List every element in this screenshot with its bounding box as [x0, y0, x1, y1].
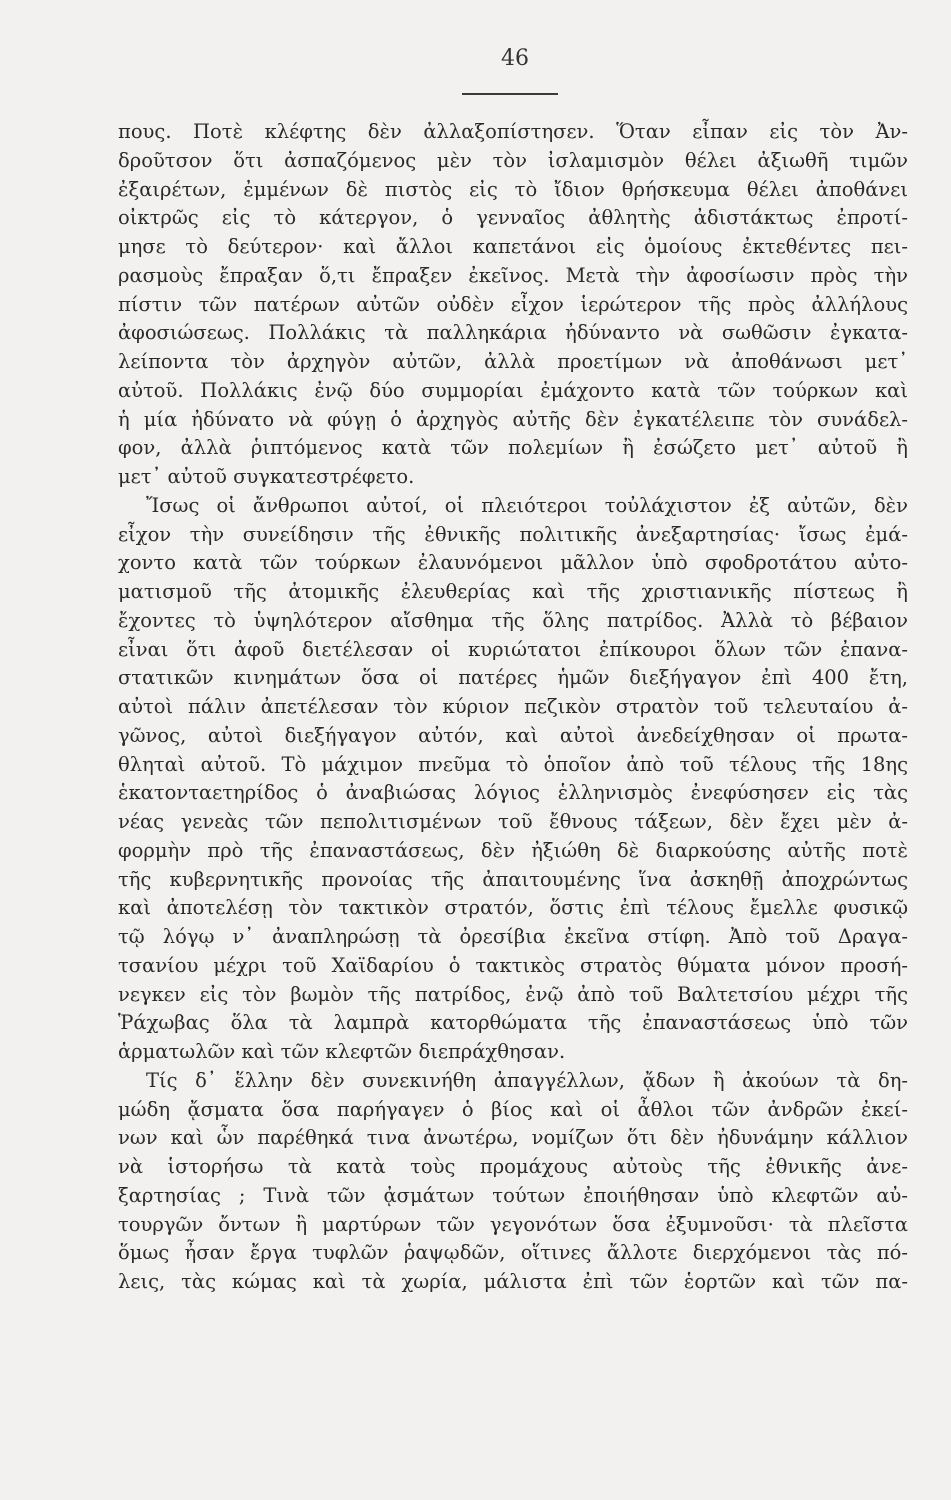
text-line: πίστιν τῶν πατέρων αὐτῶν οὐδὲν εἶχον ἱερώτερον τῆς πρὸς ἀλλήλους	[118, 292, 908, 316]
text-line: καὶ ἀποτελέσῃ τὸν τακτικὸν στρατόν, ὅστις ἐπὶ τέλους ἔμελλε φυσικῷ	[118, 896, 908, 920]
text-line: ξαρτησίας ; Τινὰ τῶν ᾀσμάτων τούτων ἐποιήθησαν ὑπὸ κλεφτῶν αὐ-	[118, 1183, 908, 1207]
text-line: τῷ λόγῳ ν᾽ ἀναπληρώσῃ τὰ ὀρεσίβια ἐκεῖνα στίφη. Ἀπὸ τοῦ Δραγα-	[118, 925, 908, 948]
text-line: νων καὶ ὧν παρέθηκά τινα ἀνωτέρω, νομίζων ὅτι δὲν ἠδυνάμην κάλλιον	[118, 1126, 908, 1150]
text-line: ἀφοσιώσεως. Πολλάκις τὰ παλληκάρια ἠδύναντο νὰ σωθῶσιν ἐγκατα-	[118, 321, 908, 345]
text-line: ὅμως ἦσαν ἔργα τυφλῶν ῥαψῳδῶν, οἵτινες ἄλλοτε διερχόμενοι τὰς πό-	[118, 1241, 908, 1265]
page-number: 46	[501, 46, 529, 71]
text-line: μησε τὸ δεύτερον· καὶ ἄλλοι καπετάνοι εἰς ὁμοίους ἐκτεθέντες πει-	[118, 235, 908, 258]
text-line: ἔχοντες τὸ ὑψηλότερον αἴσθημα τῆς ὅλης πατρίδος. Ἀλλὰ τὸ βέβαιον	[118, 608, 908, 632]
text-line: λεις, τὰς κώμας καὶ τὰ χωρία, μάλιστα ἐπὶ τῶν ἑορτῶν καὶ τῶν πα-	[118, 1270, 908, 1293]
text-line: μώδη ᾄσματα ὅσα παρήγαγεν ὁ βίος καὶ οἱ ἆθλοι τῶν ἀνδρῶν ἐκεί-	[118, 1097, 908, 1121]
text-line: αὐτοὶ πάλιν ἀπετέλεσαν τὸν κύριον πεζικὸν στρατὸν τοῦ τελευταίου ἀ-	[118, 695, 908, 718]
text-line: πους. Ποτὲ κλέφτης δὲν ἀλλαξοπίστησεν. Ὅταν εἶπαν εἰς τὸν Ἀν-	[118, 120, 908, 143]
text-line: αὐτοῦ. Πολλάκις ἐνῷ δύο συμμορίαι ἐμάχοντο κατὰ τῶν τούρκων καὶ	[118, 378, 908, 402]
text-line: εἶχον τὴν συνείδησιν τῆς ἐθνικῆς πολιτικῆς ἀνεξαρτησίας· ἴσως ἐμά-	[118, 522, 908, 546]
text-line: ἑκατονταετηρίδος ὁ ἀναβιώσας λόγιος ἑλληνισμὸς ἐνεφύσησεν εἰς τὰς	[118, 781, 908, 805]
text-line: τῆς κυβερνητικῆς προνοίας τῆς ἀπαιτουμένης ἵνα ἀσκηθῇ ἀποχρώντως	[118, 867, 908, 891]
text-line: τσανίου μέχρι τοῦ Χαϊδαρίου ὁ τακτικὸς στρατὸς θύματα μόνον προσή-	[118, 953, 908, 977]
text-line: λείποντα τὸν ἀρχηγὸν αὐτῶν, ἀλλὰ προετίμων νὰ ἀποθάνωσι μετ᾽	[118, 350, 908, 373]
text-line: γῶνος, αὐτοὶ διεξήγαγον αὐτόν, καὶ αὐτοὶ ἀνεδείχθησαν οἱ πρωτα-	[118, 723, 908, 747]
text-line: νὰ ἱστορήσω τὰ κατὰ τοὺς προμάχους αὐτοὺς τῆς ἐθνικῆς ἀνε-	[118, 1155, 908, 1178]
text-line: Ἴσως οἱ ἄνθρωποι αὐτοί, οἱ πλειότεροι τοὐλάχιστον ἐξ αὐτῶν, δὲν	[146, 493, 908, 517]
text-line: νεγκεν εἰς τὸν βωμὸν τῆς πατρίδος, ἐνῷ ἀπὸ τοῦ Βαλτετσίου μέχρι τῆς	[118, 982, 908, 1006]
text-line: εἶναι ὅτι ἀφοῦ διετέλεσαν οἱ κυριώτατοι ἐπίκουροι ὅλων τῶν ἐπανα-	[118, 637, 908, 661]
text-line: μετ᾽ αὐτοῦ συγκατεστρέφετο.	[118, 465, 415, 488]
text-line: θληταὶ αὐτοῦ. Τὸ μάχιμον πνεῦμα τὸ ὁποῖον ἀπὸ τοῦ τέλους τῆς 18ης	[118, 752, 908, 776]
header-rule	[462, 93, 558, 95]
text-line: φον, ἀλλὰ ῥιπτόμενος κατὰ τῶν πολεμίων ἢ ἐσώζετο μετ᾽ αὐτοῦ ἢ	[118, 436, 908, 460]
text-line: τουργῶν ὄντων ἢ μαρτύρων τῶν γεγονότων ὅσα ἐξυμνοῦσι· τὰ πλεῖστα	[118, 1212, 908, 1236]
text-line: ἡ μία ἠδύνατο νὰ φύγῃ ὁ ἀρχηγὸς αὐτῆς δὲν ἐγκατέλειπε τὸν συνάδελ-	[118, 407, 908, 431]
text-line: οἰκτρῶς εἰς τὸ κάτεργον, ὁ γενναῖος ἀθλητὴς ἀδιστάκτως ἐπροτί-	[118, 206, 908, 230]
text-line: Ῥάχωβας ὅλα τὰ λαμπρὰ κατορθώματα τῆς ἐπαναστάσεως ὑπὸ τῶν	[118, 1011, 908, 1035]
text-line: νέας γενεὰς τῶν πεπολιτισμένων τοῦ ἔθνους τάξεων, δὲν ἔχει μὲν ἀ-	[118, 810, 908, 833]
text-line: φορμὴν πρὸ τῆς ἐπαναστάσεως, δὲν ἠξιώθη δὲ διαρκούσης αὐτῆς ποτὲ	[118, 838, 908, 862]
text-line: ματισμοῦ τῆς ἀτομικῆς ἐλευθερίας καὶ τῆς χριστιανικῆς πίστεως ἢ	[118, 580, 908, 603]
text-line: ρασμοὺς ἔπραξαν ὅ,τι ἔπραξεν ἐκεῖνος. Μετὰ τὴν ἀφοσίωσιν πρὸς τὴν	[118, 263, 908, 287]
text-line: ἐξαιρέτων, ἐμμένων δὲ πιστὸς εἰς τὸ ἴδιον θρήσκευμα θέλει ἀποθάνει	[118, 177, 908, 201]
text-line: χοντο κατὰ τῶν τούρκων ἐλαυνόμενοι μᾶλλον ὑπὸ σφοδροτάτου αὐτο-	[118, 551, 908, 575]
text-line: Τίς δ᾽ ἕλλην δὲν συνεκινήθη ἀπαγγέλλων, ᾄδων ἢ ἀκούων τὰ δη-	[146, 1068, 908, 1092]
body-text	[118, 118, 908, 1297]
text-line: στατικῶν κινημάτων ὅσα οἱ πατέρες ἡμῶν διεξήγαγον ἐπὶ 400 ἔτη,	[118, 666, 908, 690]
text-line: ἁρματωλῶν καὶ τῶν κλεφτῶν διεπράχθησαν.	[118, 1040, 566, 1063]
text-line: δροῦτσον ὅτι ἀσπαζόμενος μὲν τὸν ἰσλαμισμὸν θέλει ἀξιωθῆ τιμῶν	[118, 148, 908, 172]
